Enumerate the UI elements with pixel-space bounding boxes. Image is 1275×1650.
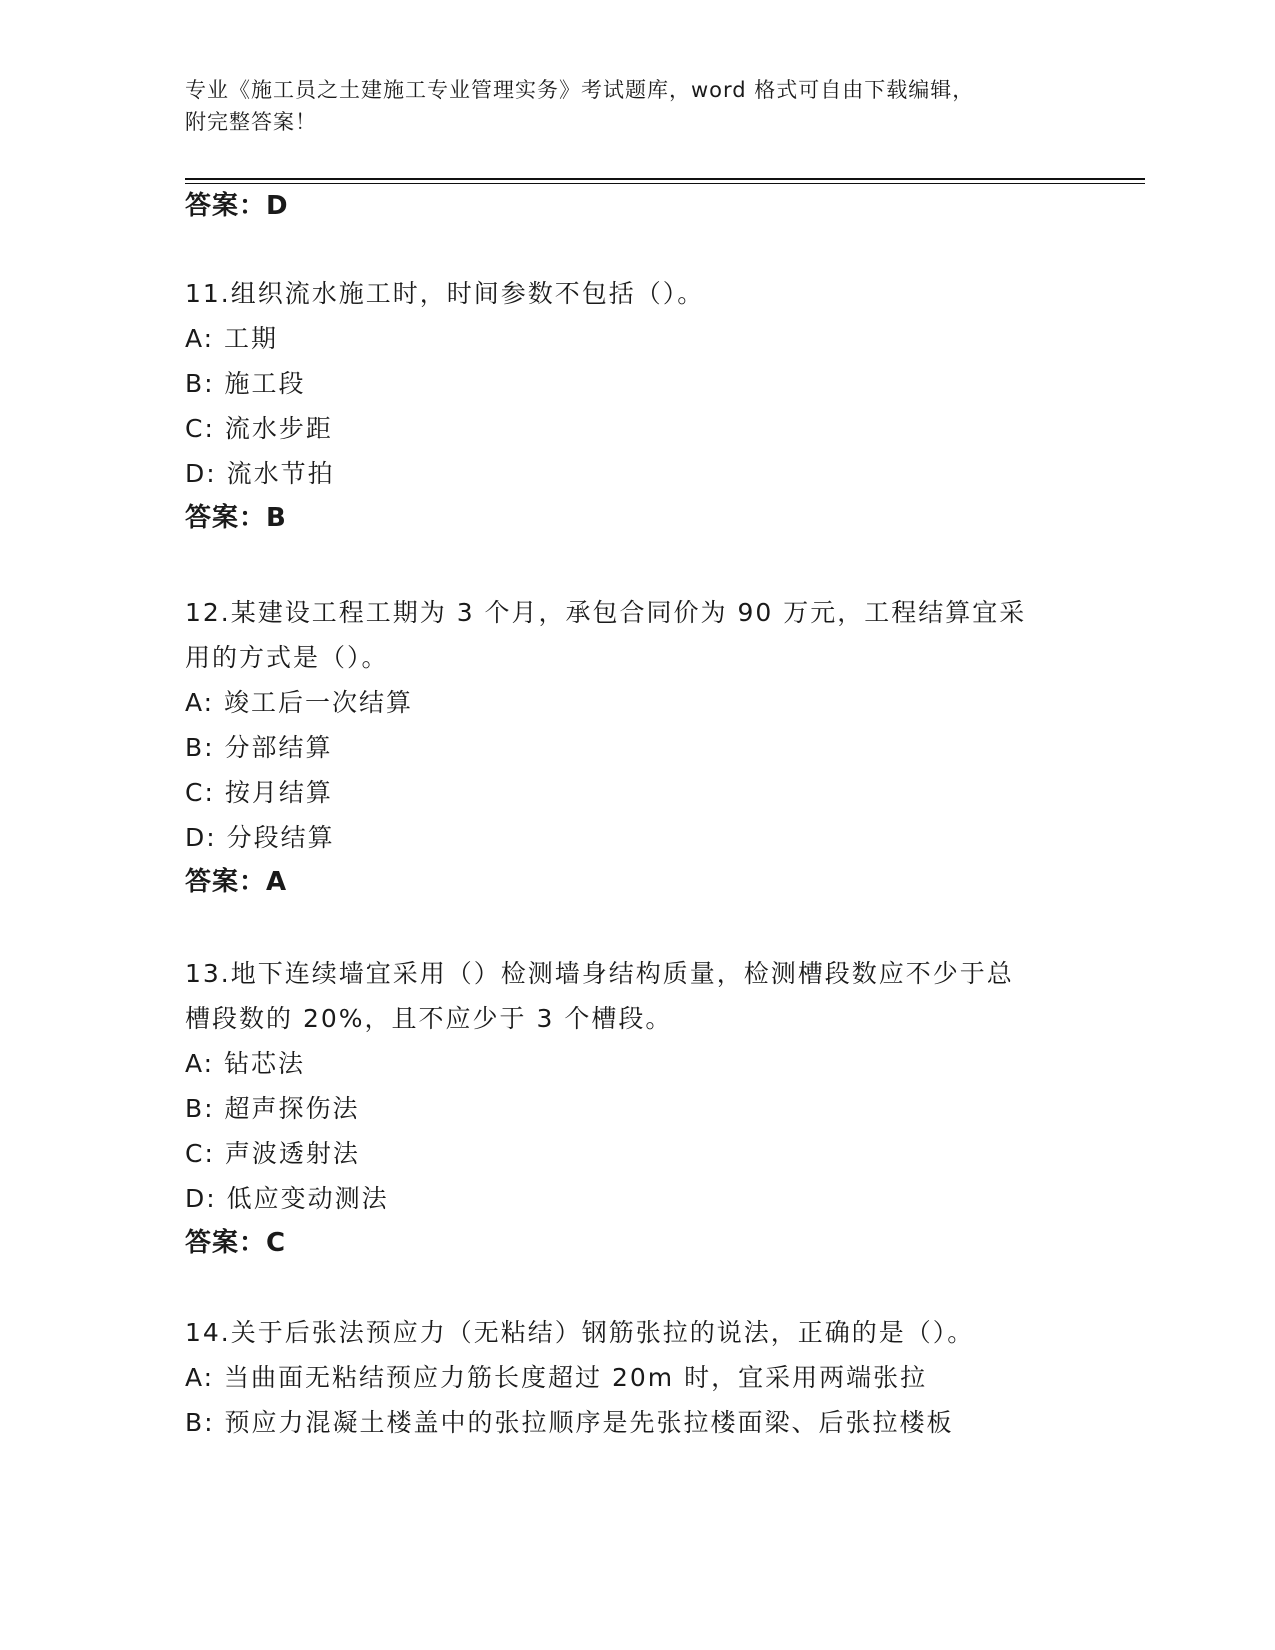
document-header <box>185 74 1065 138</box>
question-stem-line: 13.地下连续墙宜采用（）检测墙身结构质量，检测槽段数应不少于总 <box>185 959 1014 988</box>
option-b: B: 超声探伤法 <box>185 1094 360 1123</box>
answer-text: 答案：D <box>185 191 289 221</box>
option-c: C: 流水步距 <box>185 414 333 443</box>
option-a: A: 工期 <box>185 324 279 353</box>
option-d: D: 低应变动测法 <box>185 1184 389 1213</box>
option-c: C: 声波透射法 <box>185 1139 360 1168</box>
question-stem-line: 11.组织流水施工时，时间参数不包括（）。 <box>185 279 705 308</box>
option-a: A: 竣工后一次结算 <box>185 688 414 717</box>
header-line-1: 专业《施工员之土建施工专业管理实务》考试题库，word 格式可自由下载编辑， <box>185 78 975 102</box>
option-b: B: 分部结算 <box>185 733 333 762</box>
option-a: A: 当曲面无粘结预应力筋长度超过 20m 时，宜采用两端张拉 <box>185 1363 928 1392</box>
header-line-2: 附完整答案！ <box>185 110 317 134</box>
question-stem-line: 14.关于后张法预应力（无粘结）钢筋张拉的说法，正确的是（）。 <box>185 1318 975 1347</box>
header-divider <box>185 178 1145 180</box>
question-13 <box>185 951 1145 1266</box>
answer-text: 答案：C <box>185 1228 287 1258</box>
option-b: B: 预应力混凝土楼盖中的张拉顺序是先张拉楼面梁、后张拉楼板 <box>185 1408 954 1437</box>
option-d: D: 分段结算 <box>185 823 335 852</box>
answer-block-top <box>185 184 1145 229</box>
question-11 <box>185 271 1145 541</box>
question-12 <box>185 590 1145 905</box>
answer-text: 答案：A <box>185 867 288 897</box>
answer-text: 答案：B <box>185 503 287 533</box>
question-stem-line: 槽段数的 20%，且不应少于 3 个槽段。 <box>185 1004 673 1033</box>
option-a: A: 钻芯法 <box>185 1049 306 1078</box>
question-stem-line: 12.某建设工程工期为 3 个月，承包合同价为 90 万元，工程结算宜采 <box>185 598 1027 627</box>
option-c: C: 按月结算 <box>185 778 333 807</box>
question-stem-line: 用的方式是（）。 <box>185 643 389 672</box>
option-d: D: 流水节拍 <box>185 459 335 488</box>
option-b: B: 施工段 <box>185 369 306 398</box>
question-14 <box>185 1310 1145 1445</box>
